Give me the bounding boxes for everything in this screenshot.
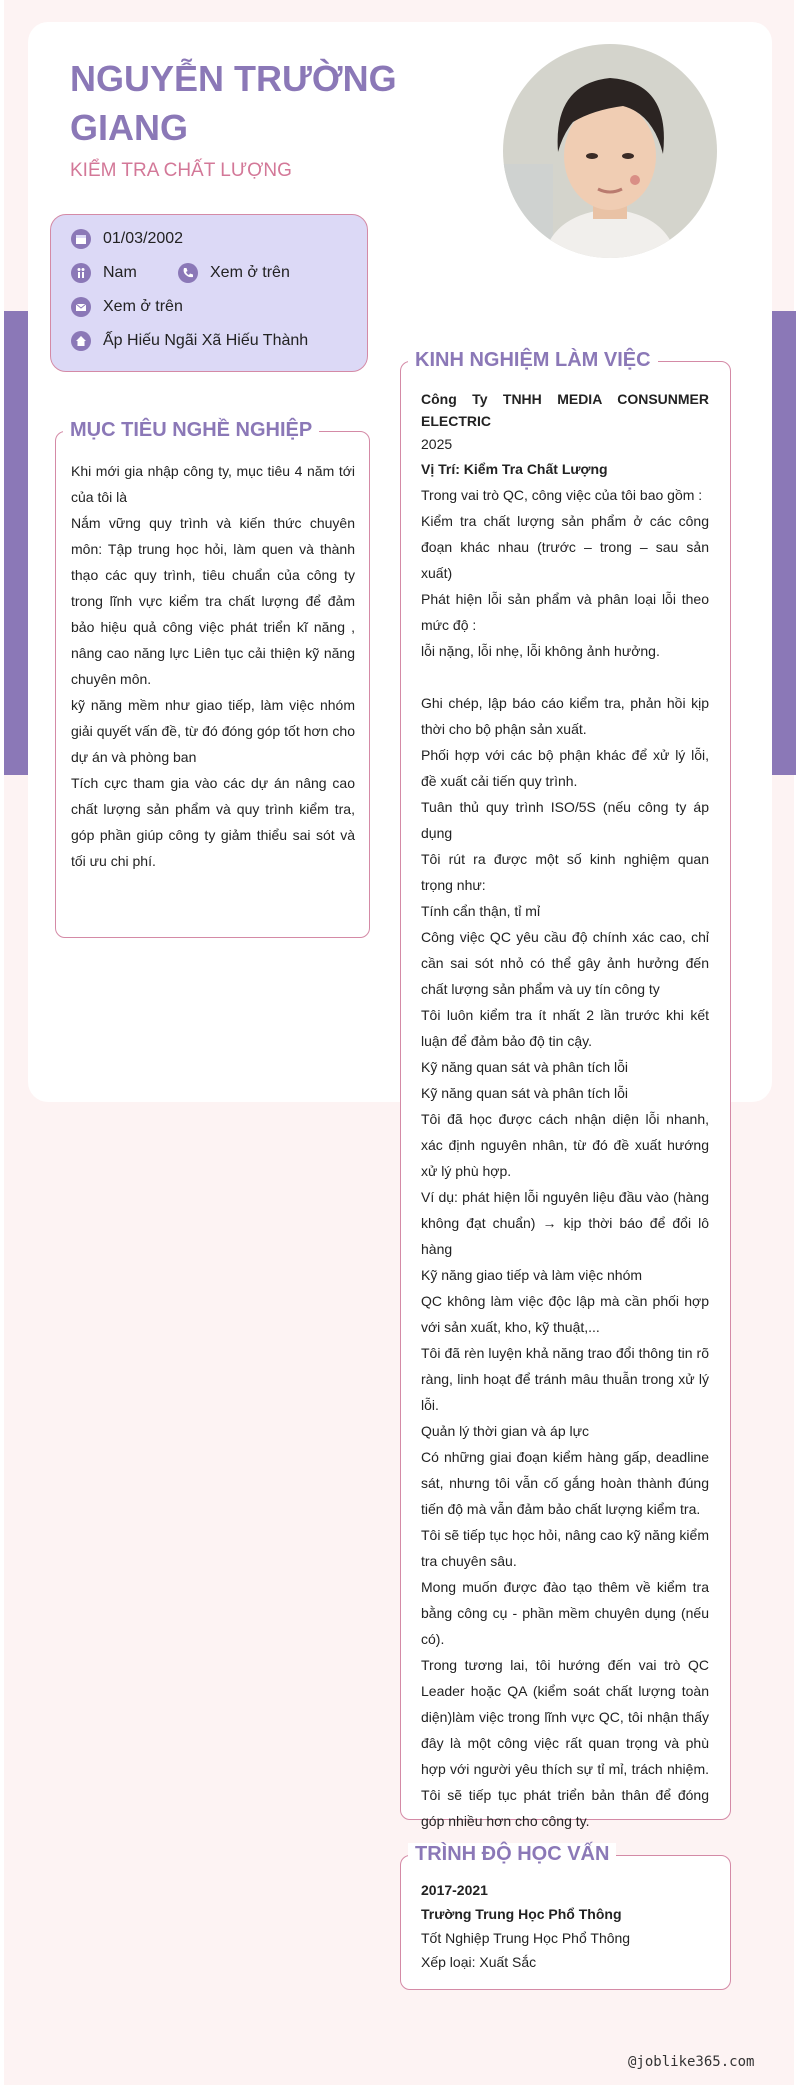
- experience-paragraph: Tôi luôn kiểm tra ít nhất 2 lần trước khi kết luận để đảm bảo độ tin cậy.: [421, 1007, 709, 1049]
- email-row: [71, 297, 183, 317]
- experience-paragraph: Phối hợp với các bộ phận khác để xử lý lỗi, đề xuất cải tiến quy trình.: [421, 747, 709, 789]
- objective-paragraph: Tích cực tham gia vào các dự án nâng cao chất lượng sản phẩm và quy trình kiểm tra, góp phần giúp công ty giảm thiểu sai sót và tối ưu chi phí.: [71, 775, 355, 869]
- education-title: TRÌNH ĐỘ HỌC VẤN: [408, 1843, 616, 1866]
- career-objective-section: [55, 419, 370, 938]
- company-name: Công Ty TNHH MEDIA CONSUNMER ELECTRIC: [421, 391, 709, 429]
- gender-value: Nam: [103, 264, 137, 281]
- experience-paragraph: Tôi đã rèn luyện khả năng trao đổi thông tin rõ ràng, linh hoạt để tránh mâu thuẫn trong xử lý lỗi.: [421, 1345, 709, 1413]
- left-accent-band: [4, 311, 28, 775]
- experience-title: KINH NGHIỆM LÀM VIỆC: [408, 349, 658, 372]
- experience-paragraph: Tính cẩn thận, tỉ mỉ: [421, 903, 541, 919]
- gender-row: [71, 263, 137, 283]
- experience-paragraph: Tôi rút ra được một số kinh nghiệm quan trọng như:: [421, 851, 709, 893]
- experience-text: [421, 388, 709, 1834]
- experience-paragraph: Tôi đã học được cách nhận diện lỗi nhanh, xác định nguyên nhân, từ đó đề xuất hướng xử lý phù hợp.: [421, 1111, 709, 1179]
- experience-paragraph: Trong tương lai, tôi hướng đến vai trò QC Leader hoặc QA (kiểm soát chất lượng toàn diện)làm việc trong lĩnh vực QC, tôi nhận thấy đây là một công việc rất quan trọng và phù hợp với người yêu thích sự tỉ mỉ, trách nhiệm. Tôi sẽ tiếp tục phát triển bản thân để đóng góp nhiều hơn cho công ty.: [421, 1657, 709, 1829]
- experience-paragraph: Kỹ năng giao tiếp và làm việc nhóm: [421, 1267, 643, 1283]
- gender-icon: [71, 263, 91, 283]
- experience-paragraph: Ví dụ: phát hiện lỗi nguyên liệu đầu vào (hàng không đạt chuẩn) → kịp thời báo để đổi lô hàng: [421, 1189, 709, 1257]
- experience-blank-line: [421, 664, 709, 690]
- education-rank: Xếp loại: Xuất Sắc: [421, 1954, 537, 1970]
- experience-paragraph: Mong muốn được đào tạo thêm về kiểm tra bằng công cụ - phần mềm chuyên dụng (nếu có).: [421, 1579, 709, 1647]
- watermark-text: @joblike365.com: [628, 2054, 755, 2070]
- experience-paragraph: Tuân thủ quy trình ISO/5S (nếu công ty áp dụng: [421, 799, 709, 841]
- experience-year: 2025: [421, 436, 453, 452]
- experience-paragraph: Quản lý thời gian và áp lực: [421, 1423, 589, 1439]
- experience-paragraph: Phát hiện lỗi sản phẩm và phân loại lỗi theo mức độ :: [421, 591, 709, 633]
- phone-value: Xem ở trên: [210, 264, 290, 281]
- experience-section: [400, 349, 731, 1829]
- contact-info-box: [50, 214, 368, 372]
- education-degree: Tốt Nghiệp Trung Học Phổ Thông: [421, 1930, 631, 1946]
- phone-row: [178, 263, 290, 283]
- objective-paragraph: Khi mới gia nhập công ty, mục tiêu 4 năm tới của tôi là: [71, 463, 355, 505]
- experience-paragraph: Ghi chép, lập báo cáo kiểm tra, phản hồi kịp thời cho bộ phận sản xuất.: [421, 695, 709, 737]
- address-row: [71, 331, 308, 351]
- address-value: Ấp Hiếu Ngãi Xã Hiếu Thành: [103, 332, 309, 349]
- experience-paragraph: QC không làm việc độc lập mà cần phối hợp với sản xuất, kho, kỹ thuật,...: [421, 1293, 709, 1335]
- education-years: 2017-2021: [421, 1882, 488, 1898]
- experience-paragraph: Kỹ năng quan sát và phân tích lỗi: [421, 1059, 629, 1075]
- candidate-name: [70, 54, 400, 152]
- email-value: Xem ở trên: [103, 298, 183, 315]
- experience-paragraph: lỗi nặng, lỗi nhẹ, lỗi không ảnh hưởng.: [421, 643, 660, 659]
- experience-job-title: Vị Trí: Kiểm Tra Chất Lượng: [421, 461, 608, 477]
- career-objective-title: MỤC TIÊU NGHỀ NGHIỆP: [63, 419, 319, 442]
- avatar: [503, 44, 717, 258]
- phone-icon: [178, 263, 198, 283]
- birthday-row: [71, 229, 183, 249]
- experience-paragraph: Tôi sẽ tiếp tục học hỏi, nâng cao kỹ năng kiểm tra chuyên sâu.: [421, 1527, 709, 1569]
- name-line-2: GIANG: [70, 107, 189, 148]
- education-school: Trường Trung Học Phổ Thông: [421, 1906, 622, 1922]
- experience-paragraph: Kiểm tra chất lượng sản phẩm ở các công đoạn khác nhau (trước – trong – sau sản xuất): [421, 513, 709, 581]
- career-objective-text: [71, 458, 355, 874]
- email-icon: [71, 297, 91, 317]
- home-icon: [71, 331, 91, 351]
- experience-paragraph: Có những giai đoạn kiểm hàng gấp, deadline sát, nhưng tôi vẫn cố gắng hoàn thành đúng tiến độ mà vẫn đảm bảo chất lượng kiểm tra.: [421, 1449, 709, 1517]
- job-position: KIỂM TRA CHẤT LƯỢNG: [70, 160, 292, 181]
- objective-paragraph: Nắm vững quy trình và kiến thức chuyên môn: Tập trung học hỏi, làm quen và thành thạo các quy trình, tiêu chuẩn của công ty trong lĩnh vực kiểm tra chất lượng để đảm bảo hiệu quả công việc phát triển kĩ năng , nâng cao năng lực Liên tục cải thiện kỹ năng chuyên môn.: [71, 515, 355, 687]
- birthday-value: 01/03/2002: [103, 230, 184, 247]
- education-text: [421, 1878, 709, 1974]
- objective-paragraph: kỹ năng mềm như giao tiếp, làm việc nhóm giải quyết vấn đề, từ đó đóng góp tốt hơn cho dự án và phòng ban: [71, 697, 355, 765]
- name-line-1: NGUYỄN TRƯỜNG: [70, 58, 397, 99]
- experience-paragraph: Trong vai trò QC, công việc của tôi bao gồm :: [421, 487, 703, 503]
- right-accent-band: [772, 311, 796, 775]
- experience-paragraph: Kỹ năng quan sát và phân tích lỗi: [421, 1085, 629, 1101]
- calendar-icon: [71, 229, 91, 249]
- experience-paragraph: Công việc QC yêu cầu độ chính xác cao, chỉ cần sai sót nhỏ có thể gây ảnh hưởng đến chất lượng sản phẩm và uy tín công ty: [421, 929, 709, 997]
- education-section: [400, 1843, 731, 1990]
